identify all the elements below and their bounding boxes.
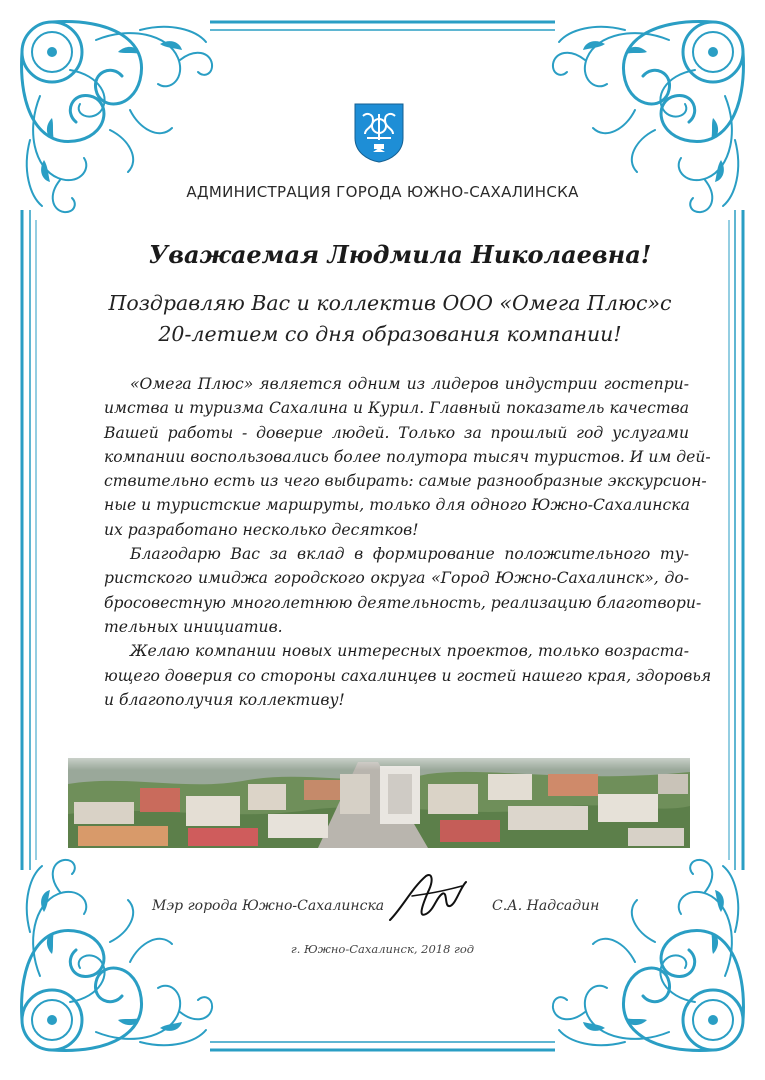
paragraph-3-line: ющего доверия со стороны сахалинцев и гостей нашего края, здоровья — [104, 666, 712, 685]
city-coat-of-arms-icon — [353, 102, 405, 164]
place-and-date: г. Южно-Сахалинск, 2018 год — [290, 942, 475, 956]
greeting: Уважаемая Людмила Николаевна! — [148, 240, 652, 269]
paragraph-1-line: «Омега Плюс» является одним из лидеров индустрии гостепри- — [130, 375, 689, 393]
city-panorama-image — [68, 744, 690, 848]
congratulation-line: 20-летием со дня образования компании! — [158, 322, 622, 346]
mayor-title: Мэр города Южно-Сахалинска — [152, 898, 385, 914]
paragraph-1-line: их разработано несколько десятков! — [104, 520, 419, 539]
paragraph-1-line: ствительно есть из чего выбирать: самые разнообразные экскурсион- — [104, 472, 707, 491]
mayor-name: С.А. Надсадин — [492, 898, 600, 914]
administration-title: АДМИНИСТРАЦИЯ ГОРОДА ЮЖНО-САХАЛИНСКА — [186, 183, 579, 201]
paragraph-1-line: имства и туризма Сахалина и Курил. Главный показатель качества — [104, 399, 689, 418]
paragraph-2-line: бросовестную многолетнюю деятельность, реализацию благотвори- — [104, 593, 702, 612]
paragraph-2-line: Благодарю Вас за вклад в формирование положительного ту- — [130, 545, 689, 564]
paragraph-3-line: Желаю компании новых интересных проектов, только возраста- — [130, 642, 689, 661]
paragraph-1-line: ные и туристские маршруты, только для одного Южно-Сахалинска — [104, 496, 690, 515]
paragraph-2-line: ристского имиджа городского округа «Город Южно-Сахалинск», до- — [104, 569, 689, 588]
paragraph-1-line: компании воспользовались более полутора тысяч туристов. И им дей- — [104, 447, 711, 466]
paragraph-2-line: тельных инициатив. — [104, 617, 283, 636]
paragraph-3-line: и благополучия коллективу! — [104, 690, 345, 709]
letter-body — [104, 372, 712, 712]
paragraph-1-line: Вашей работы - доверие людей. Только за прошлый год услугами — [104, 423, 689, 442]
congratulation-line: Поздравляю Вас и коллектив ООО «Омега Плюс»с — [108, 291, 672, 315]
congratulation-heading — [80, 288, 700, 350]
handwritten-signature — [382, 868, 472, 930]
